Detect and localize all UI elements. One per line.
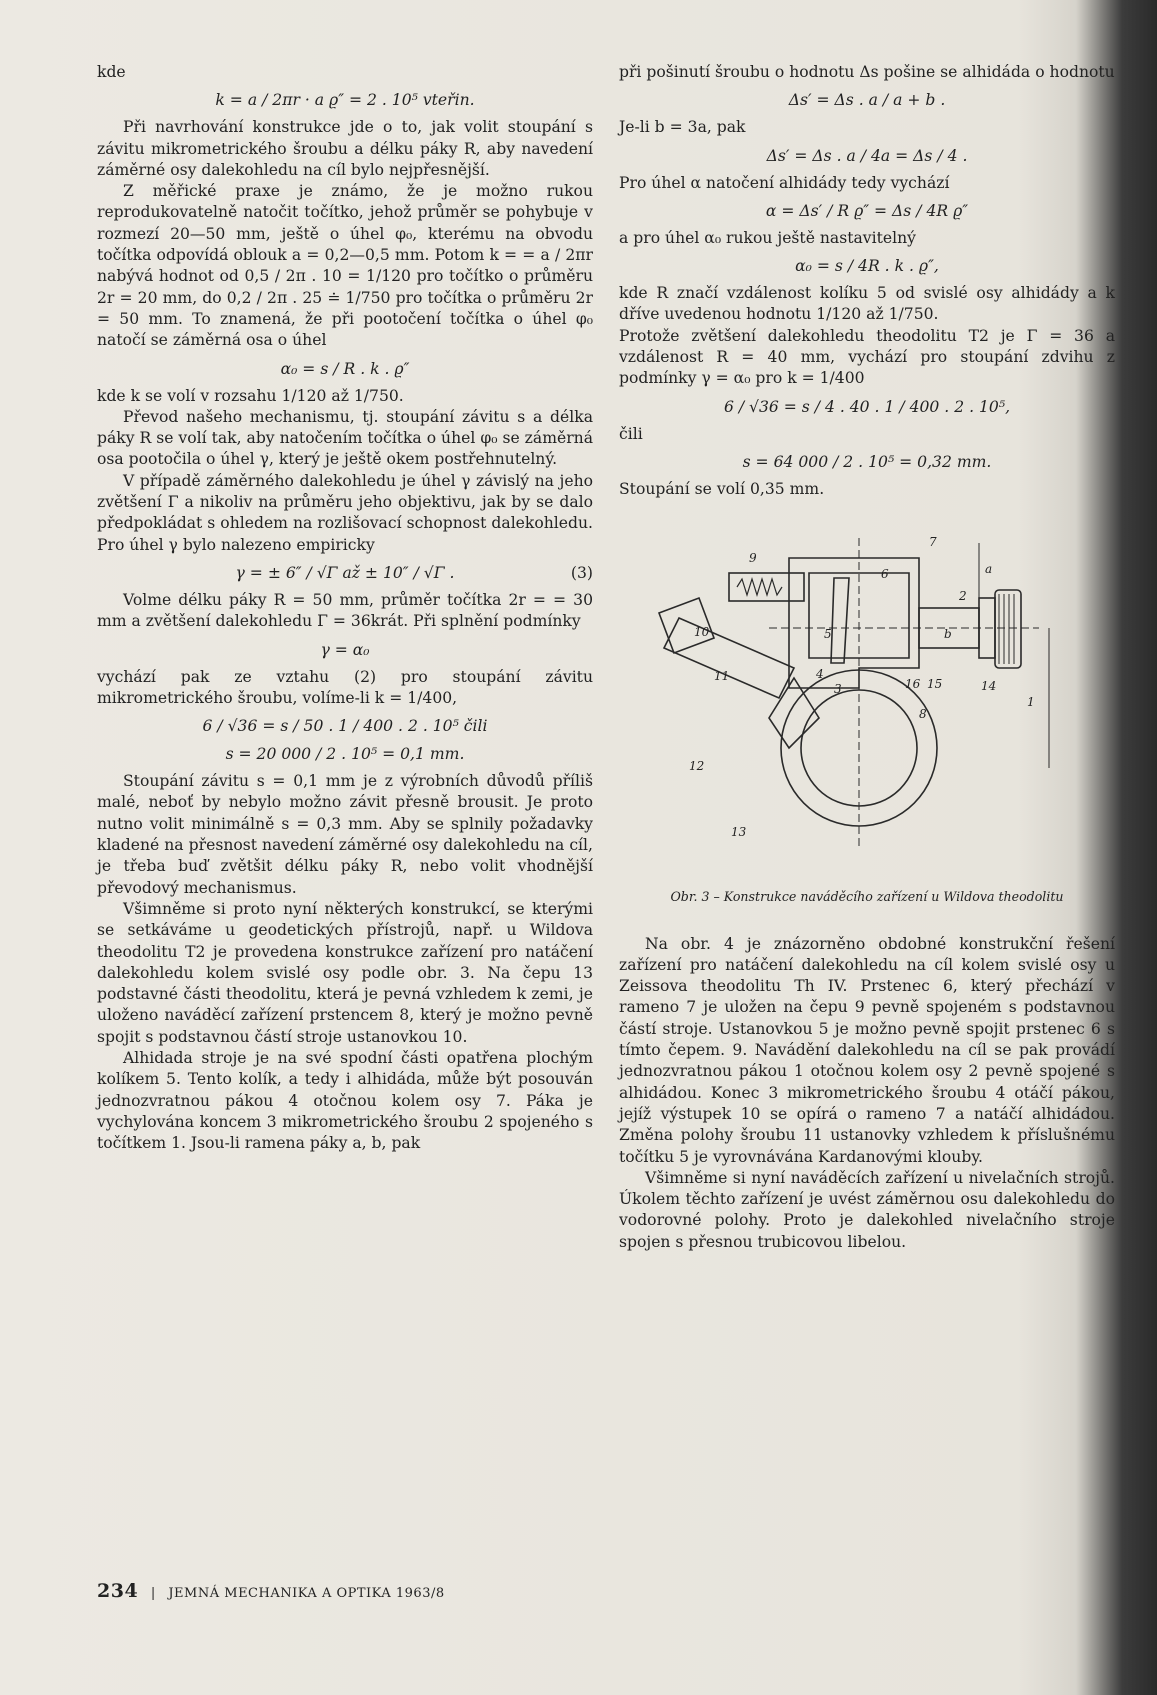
page-footer [97,1580,445,1602]
paragraph: Při navrhování konstrukce jde o to, jak volit stoupání s závitu mikrometrického šroubu a délku páky R, aby navedení záměrné osy dalekohledu na cíl bylo nejpřesnější. [97,118,593,179]
paragraph: kde k se volí v rozsahu 1/120 až 1/750. [97,386,404,405]
paragraph: při pošinutí šroubu o hodnotu Δs pošine se alhidáda o hodnotu [619,63,1115,81]
footer-separator: | [150,1586,156,1601]
paragraph: Stoupání se volí 0,35 mm. [619,479,825,498]
fig-label: 7 [929,535,937,550]
equation-3-body: γ = ± 6″ / √Γ až ± 10″ / √Γ . [235,563,455,582]
paragraph: V případě záměrného dalekohledu je úhel γ závislý na jeho zvětšení Γ a nikoliv na průměru jeho objektivu, jak by se dalo předpokládat s ohledem na rozlišovací schopnost dalekohledu. Pro úhel γ bylo nalezeno empiricky [97,471,593,554]
equation: 6 / √36 = s / 4 . 40 . 1 / 400 . 2 . 10⁵, [723,397,1011,416]
paragraph: kde R značí vzdálenost kolíku 5 od svislé osy alhidády a k dříve uvedenou hodnotu 1/120 až 1/750. [619,284,1115,324]
figure-caption: Obr. 3 – Konstrukce naváděcího zařízení u Wildova theodolitu [670,889,1064,905]
paragraph: Je-li b = 3a, pak [619,118,746,137]
spring [737,579,782,595]
paragraph: Z měřické praxe je známo, že je možno rukou reprodukovatelně natočit točítko, jehož průměr se pohybuje v rozmezí 20—50 mm, ještě o úhel φ₀, kterému na obvodu točítka odpovídá oblouk a = 0,2—0,5 mm. Potom k = = a / 2πr nabývá hodnot od 0,5 / 2π . 10 = 1/120 pro točítko o průměru 2r = 20 mm, do 0,2 / 2π . 25 ≐ 1/750 pro točítka o průměru 2r = 50 mm. To znamená, že při pootočení točítka o úhel φ₀ natočí se záměrná osa o úhel [97,182,593,350]
paragraph: Pro úhel α natočení alhidády tedy vychází [619,173,950,192]
equation-gamma: γ = α₀ [320,640,370,659]
fig-label: 6 [881,567,889,582]
equation: s = 64 000 / 2 . 10⁵ = 0,32 mm. [742,452,992,471]
fig-label: 12 [689,759,705,774]
equation: Δs′ = Δs . a / a + b . [788,91,946,110]
paragraph: Na obr. 4 je znázorněno obdobné konstrukční řešení zařízení pro natáčení dalekohledu na cíl kolem svislé osy u Zeissova theodolitu Th IV. Prstenec 6, který přechází v rameno 7 je uložen na čepu 9 pevně spojeném s podstavnou částí stroje. Ustanovkou 5 je možno pevně spojit prstenec 6 s tímto čepem. 9. Navádění dalekohledu na cíl se pak provádí jednozvratnou pákou 1 otočnou kolem osy 2 pevně spojené s alhidádou. Konec 3 mikrometrického šroubu 4 otáčí pákou, jejíž výstupek 10 se opírá o rameno 7 a natáčí alhidádou. Změna polohy šroubu 11 ustanovky vzhledem k příslušnému točítku 5 je vyrovnávána Kardanovými klouby. [619,934,1115,1166]
equation: α = Δs′ / R ϱ″ = Δs / 4R ϱ″ [765,201,969,220]
page-number: 234 [97,1580,139,1602]
paragraph: Alhidada stroje je na své spodní části opatřena plochým kolíkem 5. Tento kolík, a tedy i alhidáda, může být posouván jednozvratnou pákou 4 otočnou kolem osy 7. Páka je vychylována koncem 3 mikrometrického šroubu 2 spojeného s točítkem 1. Jsou-li ramena páky a, b, pak [97,1048,593,1153]
paragraph: a pro úhel α₀ rukou ještě nastavitelný [619,228,916,247]
knob-ridges [999,594,1014,664]
paragraph: čili [619,424,643,443]
fig-label: 2 [959,589,967,604]
fig-label: 11 [714,669,730,684]
paragraph: kde [97,63,126,81]
fig-label: 13 [731,825,747,840]
fig-label: 8 [919,707,927,722]
fig-label: 16 [905,677,921,692]
fig-label: b [944,627,952,642]
fig-label: 14 [981,679,997,694]
paragraph: vychází pak ze vztahu (2) pro stoupání závitu mikrometrického šroubu, volíme-li k = 1/400, [97,667,593,707]
lever [831,578,849,663]
fig-label: 15 [927,677,943,692]
right-column [619,62,1115,1253]
journal-name: JEMNÁ MECHANIKA A OPTIKA 1963/8 [168,1586,445,1601]
fig-label: 1 [1027,695,1035,710]
fig-label: 9 [749,551,757,566]
paragraph: Protože zvětšení dalekohledu theodolitu T2 je Γ = 36 a vzdálenost R = 40 mm, vychází pro stoupání zdvihu z podmínky γ = α₀ pro k = 1/400 [619,326,1115,388]
spring-housing [729,573,804,601]
equation-3 [97,562,593,584]
paragraph: Převod našeho mechanismu, tj. stoupání závitu s a délka páky R se volí tak, aby natočením točítka o úhel φ₀ se záměrná osa pootočila o úhel γ, který je ještě okem postřehnutelný. [97,407,593,469]
fig-label: a [985,562,993,577]
paragraph: Všimněme si nyní naváděcích zařízení u nivelačních strojů. Úkolem těchto zařízení je uvést záměrnou osu dalekohledu do vodorovné polohy. Proto je dalekohled nivelačního stroje spojen s přesnou trubicovou libelou. [619,1168,1115,1251]
figure-3-drawing [619,518,1115,868]
fig-label: 4 [816,667,824,682]
equation-k: k = a / 2πr · a ϱ″ = 2 . 10⁵ vteřin. [215,91,475,110]
paragraph: Volme délku páky R = 50 mm, průměr točítka 2r = = 30 mm a zvětšení dalekohledu Γ = 36krát. Při splnění podmínky [97,590,593,631]
equation-number: (3) [570,563,593,582]
paragraph: Stoupání závitu s = 0,1 mm je z výrobních důvodů příliš malé, neboť by nebylo možno závit přesně brousit. Je proto nutno volit minimálně s = 0,3 mm. Aby se splnily požadavky kladené na přesnost navedení záměrné osy dalekohledu na cíl, je třeba buď zvětšit délku páky R, nebo volit vhodnější převodový mechanismus. [97,772,593,897]
fig-label: 3 [834,682,842,697]
equation-alpha0: α₀ = s / R . k . ϱ″ [280,359,410,378]
equation-calc1: 6 / √36 = s / 50 . 1 / 400 . 2 . 10⁵ čili [202,717,488,736]
clamp-arm [664,618,794,698]
equation-calc2: s = 20 000 / 2 . 10⁵ = 0,1 mm. [225,745,465,764]
paragraph: Všimněme si proto nyní některých konstrukcí, se kterými se setkáváme u geodetických přístrojů, např. u Wildova theodolitu T2 je provedena konstrukce zařízení pro natáčení dalekohledu kolem svislé osy podle obr. 3. Na čepu 13 podstavné části theodolitu, která je pevná vzhledem k zemi, je uloženo naváděcí zařízení prstencem 8, který je možno pevně spojit s podstavnou částí stroje ustanovkou 10. [97,899,593,1046]
equation: Δs′ = Δs . a / 4a = Δs / 4 . [766,146,968,165]
equation: α₀ = s / 4R . k . ϱ″, [795,257,939,276]
left-column [97,62,593,1154]
fig-label: 10 [694,625,710,640]
fig-label: 5 [824,627,832,642]
